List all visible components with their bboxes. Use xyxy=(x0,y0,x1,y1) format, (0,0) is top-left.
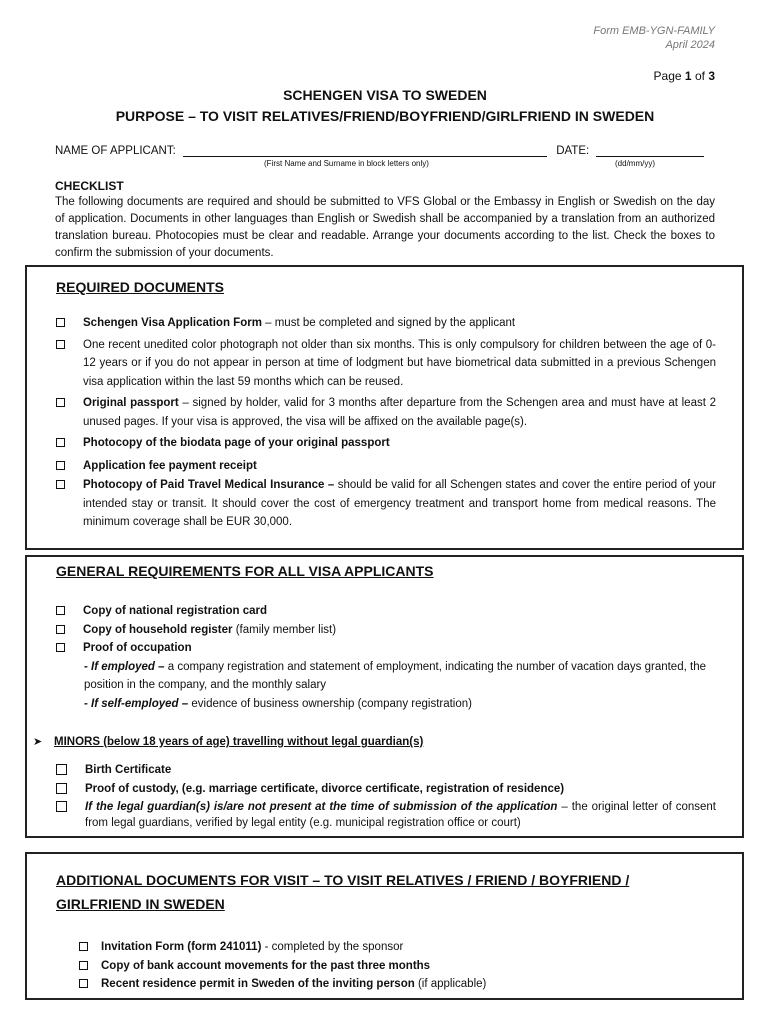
checkbox[interactable] xyxy=(56,438,65,447)
date-field[interactable] xyxy=(596,144,704,157)
list-item: Original passport – signed by holder, valid for 3 months after departure from the Schengen area and must have at least 2 unused pages. If your visa is approved, the visa will be affixed on the available page(s). xyxy=(56,394,716,431)
list-item: Photocopy of Paid Travel Medical Insurance – should be valid for all Schengen states and cover the entire period of your intended stay or transit. It should cover the cost of emergency treatment and transport home from medical reasons. The minimum coverage shall be EUR 30,000. xyxy=(56,476,716,532)
required-heading: REQUIRED DOCUMENTS xyxy=(56,279,225,295)
list-item: One recent unedited color photograph not older than six months. This is only compulsory for children between the age of 0-12 years or if you do not appear in person at time of lodgment but have biometrical data submitted in a previous Schengen visa application within the last 59 months which can be reused. xyxy=(56,336,716,392)
checkbox[interactable] xyxy=(79,942,88,951)
list-item: Photocopy of the biodata page of your original passport xyxy=(56,434,716,453)
date-hint: (dd/mm/yy) xyxy=(615,159,655,168)
general-list xyxy=(56,602,716,713)
additional-heading: ADDITIONAL DOCUMENTS FOR VISIT – TO VISIT RELATIVES / FRIEND / BOYFRIEND / GIRLFRIEND IN SWEDEN xyxy=(56,872,630,912)
page-subtitle: PURPOSE – TO VISIT RELATIVES/FRIEND/BOYFRIEND/GIRLFRIEND IN SWEDEN xyxy=(115,108,655,124)
list-item: Copy of bank account movements for the past three months xyxy=(79,957,719,976)
list-item: Proof of custody, (e.g. marriage certificate, divorce certificate, registration of residence) xyxy=(56,780,716,799)
checkbox[interactable] xyxy=(56,801,67,812)
general-heading: GENERAL REQUIREMENTS FOR ALL VISA APPLICANTS xyxy=(56,563,434,579)
checkbox[interactable] xyxy=(79,979,88,988)
list-item: Copy of household register (family member list) xyxy=(56,621,716,640)
checkbox[interactable] xyxy=(79,961,88,970)
checkbox[interactable] xyxy=(56,318,65,327)
form-identifier xyxy=(593,24,715,52)
required-documents-section xyxy=(25,265,744,550)
general-requirements-section xyxy=(25,555,744,838)
page-total: 3 xyxy=(708,69,715,83)
minors-heading: MINORS (below 18 years of age) travelling without legal guardian(s) xyxy=(54,736,424,748)
list-item: Recent residence permit in Sweden of the inviting person (if applicable) xyxy=(79,975,719,994)
checkbox[interactable] xyxy=(56,340,65,349)
page-title: SCHENGEN VISA TO SWEDEN xyxy=(283,87,487,103)
page-current: 1 xyxy=(684,69,692,83)
page-number: Page 1 of 3 xyxy=(653,69,715,83)
checkbox[interactable] xyxy=(56,764,67,775)
additional-list xyxy=(79,938,719,994)
required-list xyxy=(56,314,716,532)
employed-note: - If employed – a company registration and statement of employment, indicating the number of vacation days granted, the position in the company, and the monthly salary xyxy=(84,660,706,691)
name-label: NAME OF APPLICANT: xyxy=(55,145,176,157)
list-item: Application fee payment receipt xyxy=(56,457,716,476)
name-field[interactable] xyxy=(183,144,547,157)
list-item: Proof of occupation xyxy=(56,639,716,658)
checklist-text: The following documents are required and should be submitted to VFS Global or the Embassy in English or Swedish on the day of application. Documents in other languages than English or Swedish shall be accompanied by a translation from an authorized translation bureau. Photocopies must be clear and readable. Arrange your documents according to the list. Check the boxes to confirm the submission of your documents. xyxy=(55,196,715,259)
additional-documents-section xyxy=(25,852,744,1000)
minors-list xyxy=(56,761,716,831)
applicant-row xyxy=(55,144,704,157)
checkbox[interactable] xyxy=(56,461,65,470)
checkbox[interactable] xyxy=(56,643,65,652)
list-item: Schengen Visa Application Form – must be completed and signed by the applicant xyxy=(56,314,716,333)
checkbox[interactable] xyxy=(56,480,65,489)
list-item: Birth Certificate xyxy=(56,761,716,780)
checkbox[interactable] xyxy=(56,783,67,794)
checkbox[interactable] xyxy=(56,625,65,634)
form-code: Form EMB-YGN-FAMILY xyxy=(593,25,715,37)
name-hint: (First Name and Surname in block letters only) xyxy=(264,159,429,168)
list-item: Invitation Form (form 241011) - completed by the sponsor xyxy=(79,938,719,957)
minors-heading-row xyxy=(33,733,423,751)
arrow-bullet-icon: ➤ xyxy=(33,736,43,748)
list-item: If the legal guardian(s) is/are not present at the time of submission of the application – the original letter of consent from legal guardians, verified by legal entity (e.g. municipal registration office or court) xyxy=(56,798,716,831)
date-label: DATE: xyxy=(556,145,590,157)
checkbox[interactable] xyxy=(56,398,65,407)
form-date: April 2024 xyxy=(665,39,715,51)
checkbox[interactable] xyxy=(56,606,65,615)
self-employed-note: - If self-employed – evidence of business ownership (company registration) xyxy=(84,697,472,710)
checklist-heading: CHECKLIST xyxy=(55,179,124,193)
list-item: Copy of national registration card xyxy=(56,602,716,621)
